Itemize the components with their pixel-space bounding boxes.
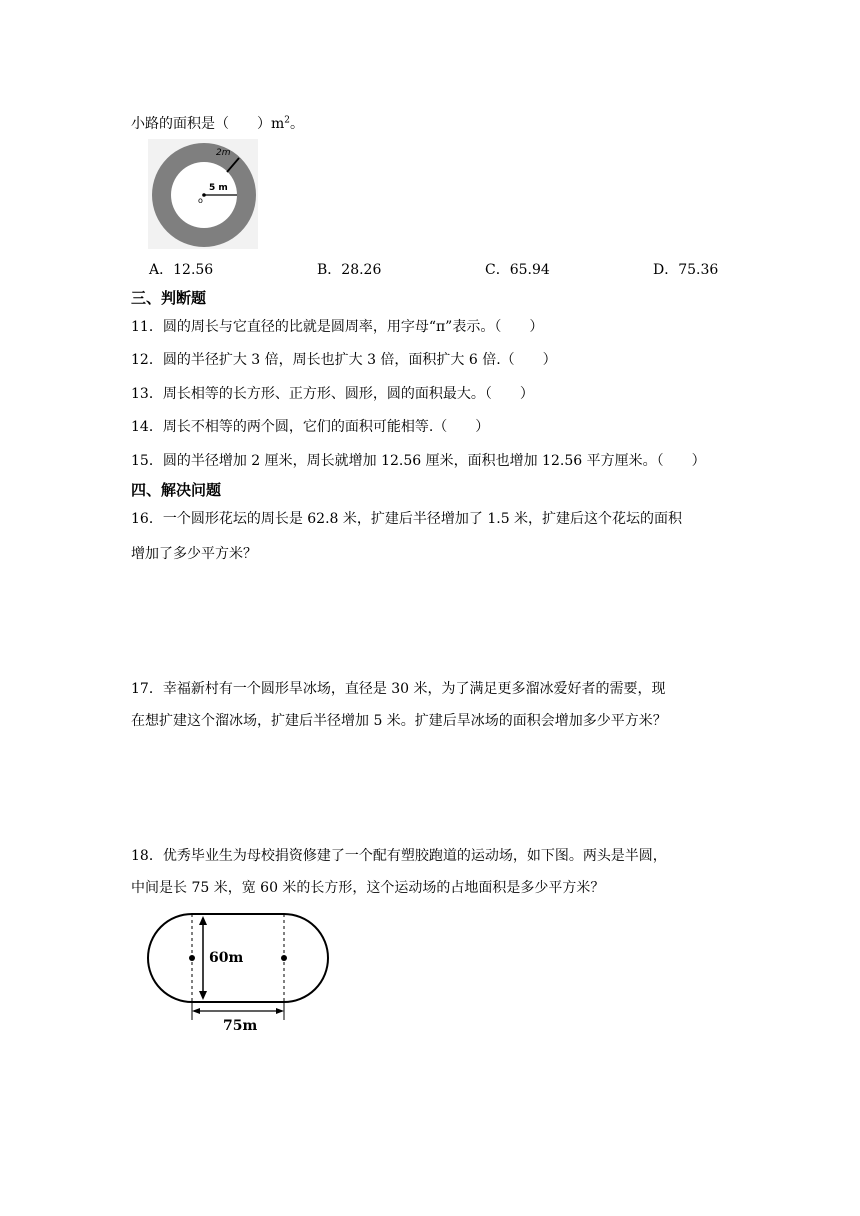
option-d[interactable] xyxy=(653,259,718,279)
length-arrow-right xyxy=(276,1008,284,1014)
q18-line-1: 18．优秀毕业生为母校捐资修建了一个配有塑胶跑道的运动场，如下图。两头是半圆， xyxy=(131,848,667,864)
q17-line-2: 在想扩建这个溜冰场，扩建后半径增加 5 米。扩建后旱冰场的面积会增加多少平方米？ xyxy=(131,713,667,729)
width-label: 60m xyxy=(209,950,244,966)
section3-heading: 三、判断题 xyxy=(131,289,207,307)
q10-stem-suffix: 。 xyxy=(290,116,305,132)
q18-line-2: 中间是长 75 米，宽 60 米的长方形，这个运动场的占地面积是多少平方米？ xyxy=(131,880,605,896)
length-label: 75m xyxy=(223,1018,258,1034)
center-label: o xyxy=(198,196,203,205)
judgment-item-11: 11．圆的周长与它直径的比就是圆周率，用字母“π”表示。（ ） xyxy=(131,319,544,335)
left-center-dot xyxy=(189,955,195,961)
option-a-letter: A． xyxy=(149,262,174,278)
judgment-item-13: 13．周长相等的长方形、正方形、圆形，圆的面积最大。（ ） xyxy=(131,386,534,402)
judgment-item-15: 15．圆的半径增加 2 厘米，周长就增加 12.56 厘米，面积也增加 12.56 平方厘米。（ ） xyxy=(131,453,706,469)
option-b-value: 28.26 xyxy=(341,262,382,278)
inner-label: 5 m xyxy=(209,183,228,193)
option-a[interactable] xyxy=(149,259,213,279)
judgment-item-14: 14．周长不相等的两个圆，它们的面积可能相等.（ ） xyxy=(131,419,490,435)
q16-line-1: 16．一个圆形花坛的周长是 62.8 米，扩建后半径增加了 1.5 米，扩建后这个花坛的面积 xyxy=(131,511,683,527)
q10-stem-superscript: 2 xyxy=(284,115,291,126)
option-d-value: 75.36 xyxy=(678,262,719,278)
track-figure xyxy=(145,910,335,1035)
option-a-value: 12.56 xyxy=(173,262,214,278)
q10-stem-text: 小路的面积是（ ）m xyxy=(131,116,285,132)
right-center-dot xyxy=(281,955,287,961)
option-b[interactable] xyxy=(317,259,381,279)
option-b-letter: B． xyxy=(317,262,342,278)
option-c[interactable] xyxy=(485,259,550,279)
judgment-item-12: 12．圆的半径扩大 3 倍，周长也扩大 3 倍，面积扩大 6 倍.（ ） xyxy=(131,352,557,368)
option-c-value: 65.94 xyxy=(509,262,550,278)
option-d-letter: D． xyxy=(653,262,679,278)
outer-label: 2m xyxy=(216,148,231,158)
ring-figure xyxy=(148,139,258,249)
q17-line-1: 17．幸福新村有一个圆形旱冰场，直径是 30 米，为了满足更多溜冰爱好者的需要，现 xyxy=(131,681,666,697)
option-c-letter: C． xyxy=(485,262,510,278)
q16-line-2: 增加了多少平方米？ xyxy=(131,546,257,562)
length-arrow-left xyxy=(192,1008,200,1014)
section4-heading: 四、解决问题 xyxy=(131,481,222,499)
q10-stem xyxy=(131,113,304,133)
